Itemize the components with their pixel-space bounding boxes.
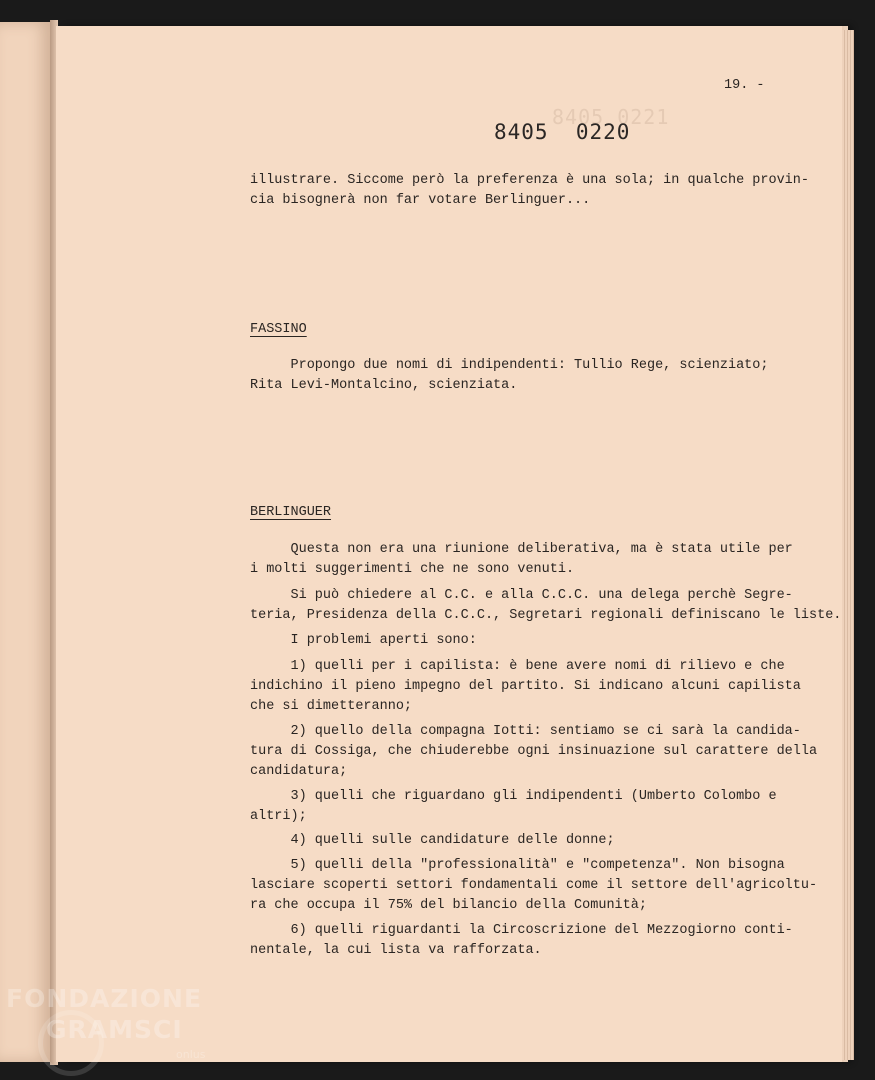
berlinguer-line: lasciare scoperti settori fondamentali come il settore dell'agricoltu- xyxy=(250,878,818,893)
berlinguer-line: 5) quelli della "professionalità" e "competenza". Non bisogna xyxy=(250,858,785,873)
berlinguer-line: 4) quelli sulle candidature delle donne; xyxy=(250,833,615,848)
page-number: 19. - xyxy=(724,78,765,93)
berlinguer-line: che si dimetteranno; xyxy=(250,699,413,714)
watermark-logo xyxy=(6,986,202,1042)
berlinguer-line: 1) quelli per i capilista: è bene avere nomi di rilievo e che xyxy=(250,659,785,674)
fassino-line: Propongo due nomi di indipendenti: Tullio Rege, scienziato; xyxy=(250,358,769,373)
berlinguer-line: 6) quelli riguardanti la Circoscrizione del Mezzogiorno conti- xyxy=(250,923,793,938)
intro-line: cia bisognerà non far votare Berlinguer... xyxy=(250,193,591,208)
berlinguer-line: nentale, la cui lista va rafforzata. xyxy=(250,943,542,958)
page-stack-edge xyxy=(842,30,854,1060)
intro-line: illustrare. Siccome però la preferenza è una sola; in qualche provin- xyxy=(250,173,809,188)
watermark-line3: onlus xyxy=(176,1048,206,1061)
speaker-heading-fassino: FASSINO xyxy=(250,322,307,337)
berlinguer-line: altri); xyxy=(250,809,307,824)
berlinguer-line: ra che occupa il 75% del bilancio della Comunità; xyxy=(250,898,647,913)
bleed-through-stamp: 8405 0221 xyxy=(552,105,670,129)
berlinguer-line: i molti suggerimenti che ne sono venuti. xyxy=(250,562,575,577)
berlinguer-line: Questa non era una riunione deliberativa, ma è stata utile per xyxy=(250,542,793,557)
archive-stamp-number: 8405 0220 xyxy=(494,120,631,144)
berlinguer-line: indichino il pieno impegno del partito. Si indicano alcuni capilista xyxy=(250,679,801,694)
berlinguer-line: 2) quello della compagna Iotti: sentiamo se ci sarà la candida- xyxy=(250,724,801,739)
speaker-heading-berlinguer: BERLINGUER xyxy=(250,505,332,520)
watermark-line1: FONDAZIONE xyxy=(6,984,203,1013)
berlinguer-line: Si può chiedere al C.C. e alla C.C.C. una delega perchè Segre- xyxy=(250,588,793,603)
berlinguer-line: 3) quelli che riguardano gli indipendenti (Umberto Colombo e xyxy=(250,789,777,804)
left-facing-page xyxy=(0,22,52,1062)
watermark-line2: GRAMSCI xyxy=(46,1015,183,1044)
berlinguer-line: teria, Presidenza della C.C.C., Segretari regionali definiscano le liste. xyxy=(250,608,842,623)
berlinguer-line: I problemi aperti sono: xyxy=(250,633,477,648)
berlinguer-line: candidatura; xyxy=(250,764,348,779)
fassino-line: Rita Levi-Montalcino, scienziata. xyxy=(250,378,518,393)
berlinguer-line: tura di Cossiga, che chiuderebbe ogni insinuazione sul carattere della xyxy=(250,744,818,759)
